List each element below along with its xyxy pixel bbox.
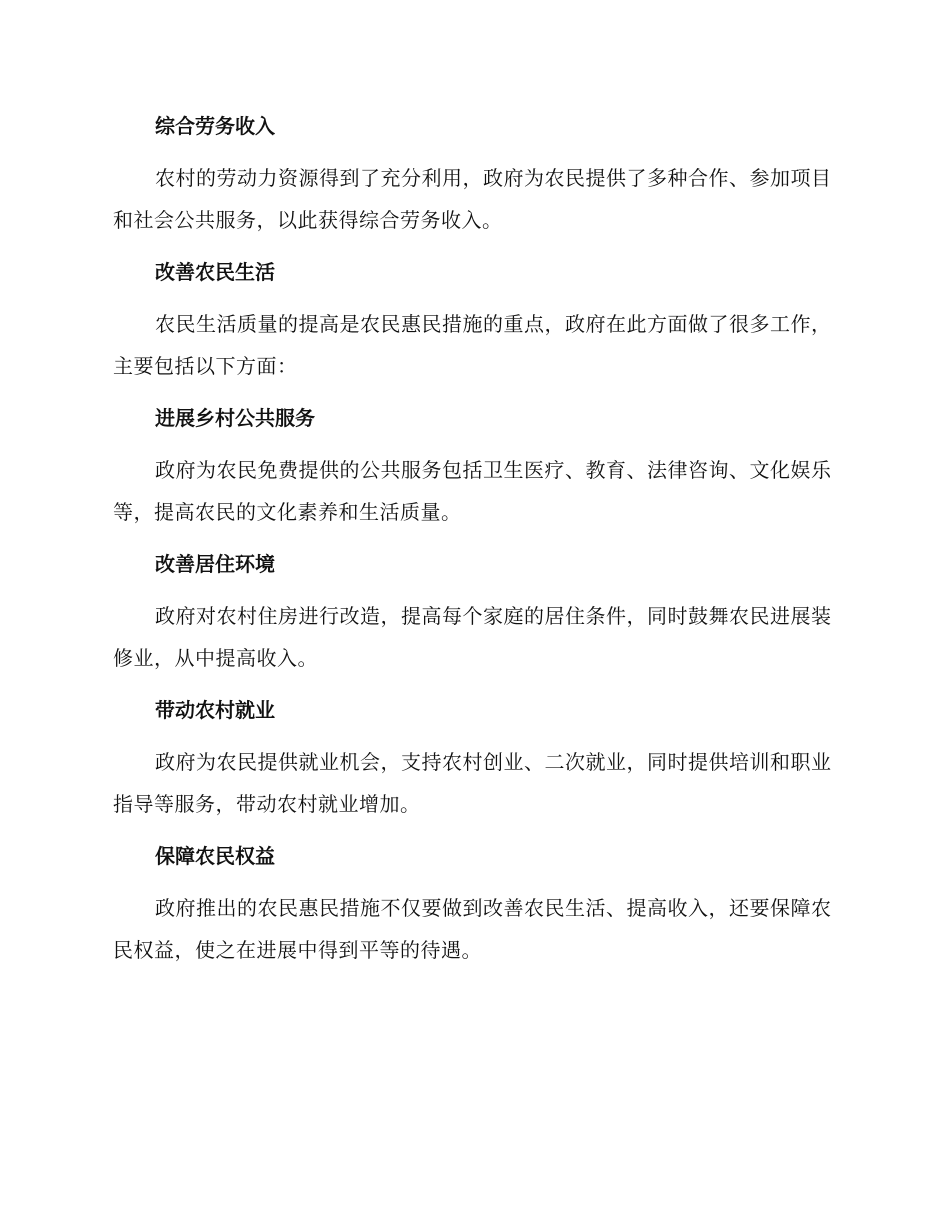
section-body-labor-income: 农村的劳动力资源得到了充分利用，政府为农民提供了多种合作、参加项目和社会公共服务，以此获得综合劳务收入。 (113, 166, 832, 232)
section-heading-improve-life: 改善农民生活 (155, 260, 275, 284)
section-body-rights: 政府推出的农民惠民措施不仅要做到改善农民生活、提高收入，还要保障农民权益，使之在进展中得到平等的待遇。 (113, 896, 832, 962)
section-heading-living-environment: 改善居住环境 (155, 552, 275, 576)
document-content (113, 105, 833, 981)
section-body-public-service: 政府为农民免费提供的公共服务包括卫生医疗、教育、法律咨询、文化娱乐等，提高农民的文化素养和生活质量。 (113, 458, 832, 524)
section-heading-rights: 保障农民权益 (155, 844, 275, 868)
section-heading-employment: 带动农村就业 (155, 698, 275, 722)
section-heading-public-service: 进展乡村公共服务 (155, 406, 315, 430)
section-body-improve-life: 农民生活质量的提高是农民惠民措施的重点，政府在此方面做了很多工作，主要包括以下方面： (113, 312, 832, 378)
section-heading-labor-income: 综合劳务收入 (155, 114, 275, 138)
section-body-living-environment: 政府对农村住房进行改造，提高每个家庭的居住条件，同时鼓舞农民进展装修业，从中提高收入。 (113, 604, 832, 670)
section-body-employment: 政府为农民提供就业机会，支持农村创业、二次就业，同时提供培训和职业指导等服务，带动农村就业增加。 (113, 750, 832, 816)
